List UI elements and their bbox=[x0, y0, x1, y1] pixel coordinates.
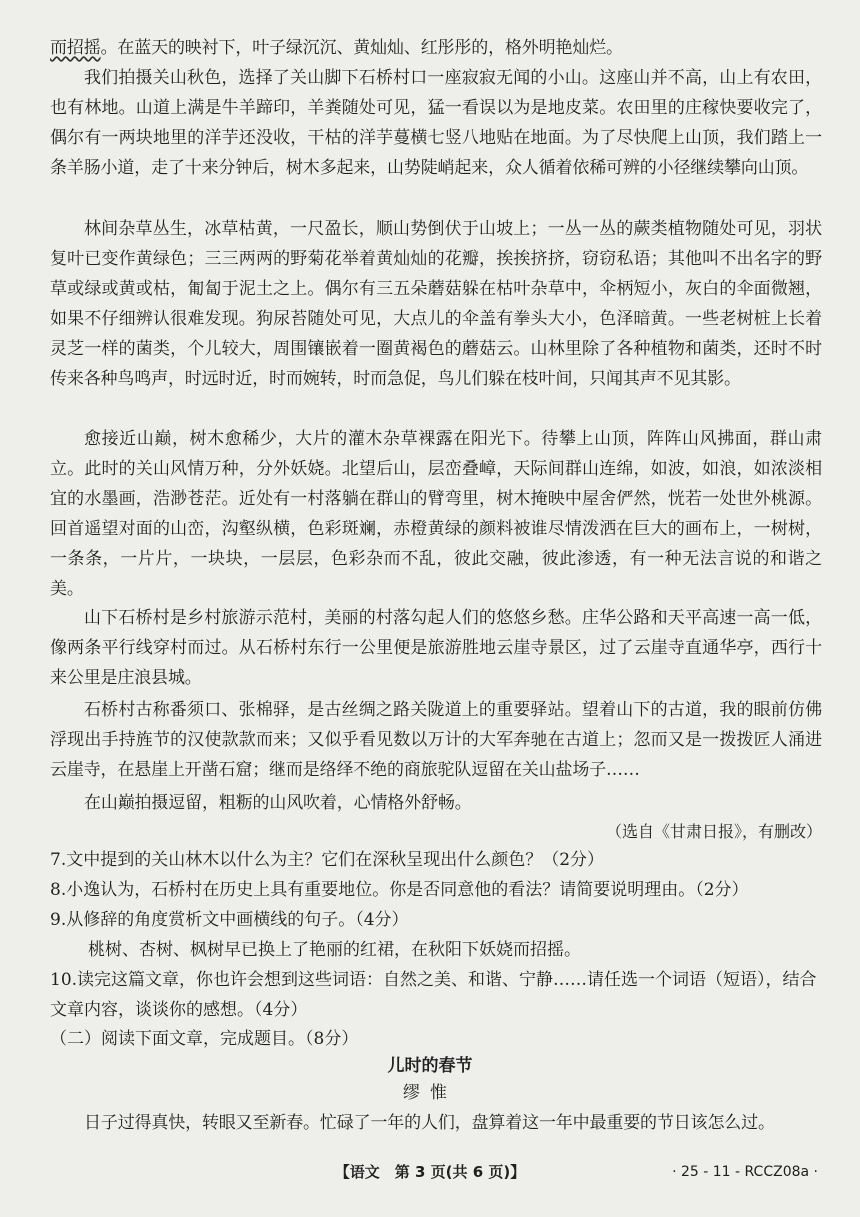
question-8: 8.小逸认为，石桥村在历史上具有重要地位。你是否同意他的看法？请简要说明理由。（2分） bbox=[50, 880, 749, 900]
article-source: （选自《甘肃日报》，有删改） bbox=[605, 822, 822, 841]
article-paragraph-3: 愈接近山巅，树木愈稀少，大片的灌木杂草裸露在阳光下。待攀上山顶，阵阵山风拂面，群山肃立。此时的关山风情万种，分外妖娆。北望后山，层峦叠嶂，天际间群山连绵，如波，如浪，如浓淡相宜的水墨画，浩渺苍茫。近处有一村落躺在群山的臂弯里，树木掩映中屋舍俨然，恍若一处世外桃源。回首遥望对面的山峦，沟壑纵横，色彩斑斓，赤橙黄绿的颜料被谁尽情泼洒在巨大的画布上，一树树，一条条，一片片，一块块，一层层，色彩杂而不乱，彼此交融，彼此渗透，有一种无法言说的和谐之美。 bbox=[50, 429, 822, 599]
underlined-sentence-tail: 而招摇 bbox=[50, 38, 101, 58]
article-paragraph-1: 我们拍摄关山秋色，选择了关山脚下石桥村口一座寂寂无闻的小山。这座山并不高，山上有农田，也有林地。山道上满是牛羊蹄印，羊粪随处可见，猛一看误以为是地皮菜。农田里的庄稼快要收完了，偶尔有一两块地里的洋芋还没收，干枯的洋芋蔓横七竖八地贴在地面。为了尽快爬上山顶，我们踏上一条羊肠小道，走了十来分钟后，树木多起来，山势陡峭起来，众人循着依稀可辨的小径继续攀向山顶。 bbox=[50, 68, 822, 178]
article-paragraph-0: 而招摇。在蓝天的映衬下，叶子绿沉沉、黄灿灿、红彤彤的，格外明艳灿烂。 bbox=[50, 38, 623, 58]
essay-author: 缪惟 bbox=[403, 1083, 457, 1103]
exam-code: · 25 - 11 - RCCZ08a · bbox=[672, 1164, 818, 1180]
page-footer: 【语文 第 3 页(共 6 页)】 bbox=[334, 1163, 526, 1181]
essay-title: 儿时的春节 bbox=[387, 1056, 473, 1076]
article-paragraph-4: 山下石桥村是乡村旅游示范村，美丽的村落勾起人们的悠悠乡愁。庄华公路和天平高速一高一低，像两条平行线穿村而过。从石桥村东行一公里便是旅游胜地云崖寺景区，过了云崖寺直通华亭，西行十来公里是庄浪县城。 bbox=[50, 608, 822, 688]
question-9: 9.从修辞的角度赏析文中画横线的句子。（4分） bbox=[50, 910, 409, 930]
section-2-heading: （二）阅读下面文章，完成题目。（8分） bbox=[50, 1029, 359, 1049]
essay-paragraph-1: 日子过得真快，转眼又至新春。忙碌了一年的人们，盘算着这一年中最重要的节日该怎么过。 bbox=[84, 1113, 775, 1133]
article-paragraph-2: 林间杂草丛生，冰草枯黄，一尺盈长，顺山势倒伏于山坡上；一丛一丛的蕨类植物随处可见，羽状复叶已变作黄绿色；三三两两的野菊花举着黄灿灿的花瓣，挨挨挤挤，窃窃私语；其他叫不出名字的野草或绿或黄或枯，匍匐于泥土之上。偶尔有三五朵蘑菇躲在枯叶杂草中，伞柄短小，灰白的伞面微翘，如果不仔细辨认很难发现。狗尿苔随处可见，大点儿的伞盖有拳头大小，色泽暗黄。一些老树桩上长着灵芝一样的菌类，个儿较大，周围镶嵌着一圈黄褐色的蘑菇云。山林里除了各种植物和菌类，还时不时传来各种鸟鸣声，时远时近，时而婉转，时而急促，鸟儿们躲在枝叶间，只闻其声不见其影。 bbox=[50, 219, 822, 389]
question-10: 10.读完这篇文章，你也许会想到这些词语：自然之美、和谐、宁静……请任选一个词语（短语），结合文章内容，谈谈你的感想。（4分） bbox=[50, 970, 817, 1020]
question-9-quote: 桃树、杏树、枫树早已换上了艳丽的红裙，在秋阳下妖娆而招摇。 bbox=[88, 940, 581, 960]
article-paragraph-5: 石桥村古称番须口、张棉驿，是古丝绸之路关陇道上的重要驿站。望着山下的古道，我的眼前仿佛浮现出手持旌节的汉使款款而来；又似乎看见数以万计的大军奔驰在古道上；忽而又是一拨拨匠人涌进云崖寺，在悬崖上开凿石窟；继而是络绎不绝的商旅驼队逗留在关山盐场子…… bbox=[50, 700, 822, 780]
question-7: 7.文中提到的关山林木以什么为主？它们在深秋呈现出什么颜色？（2分） bbox=[50, 850, 605, 870]
article-paragraph-6: 在山巅拍摄逗留，粗粝的山风吹着，心情格外舒畅。 bbox=[84, 793, 472, 813]
